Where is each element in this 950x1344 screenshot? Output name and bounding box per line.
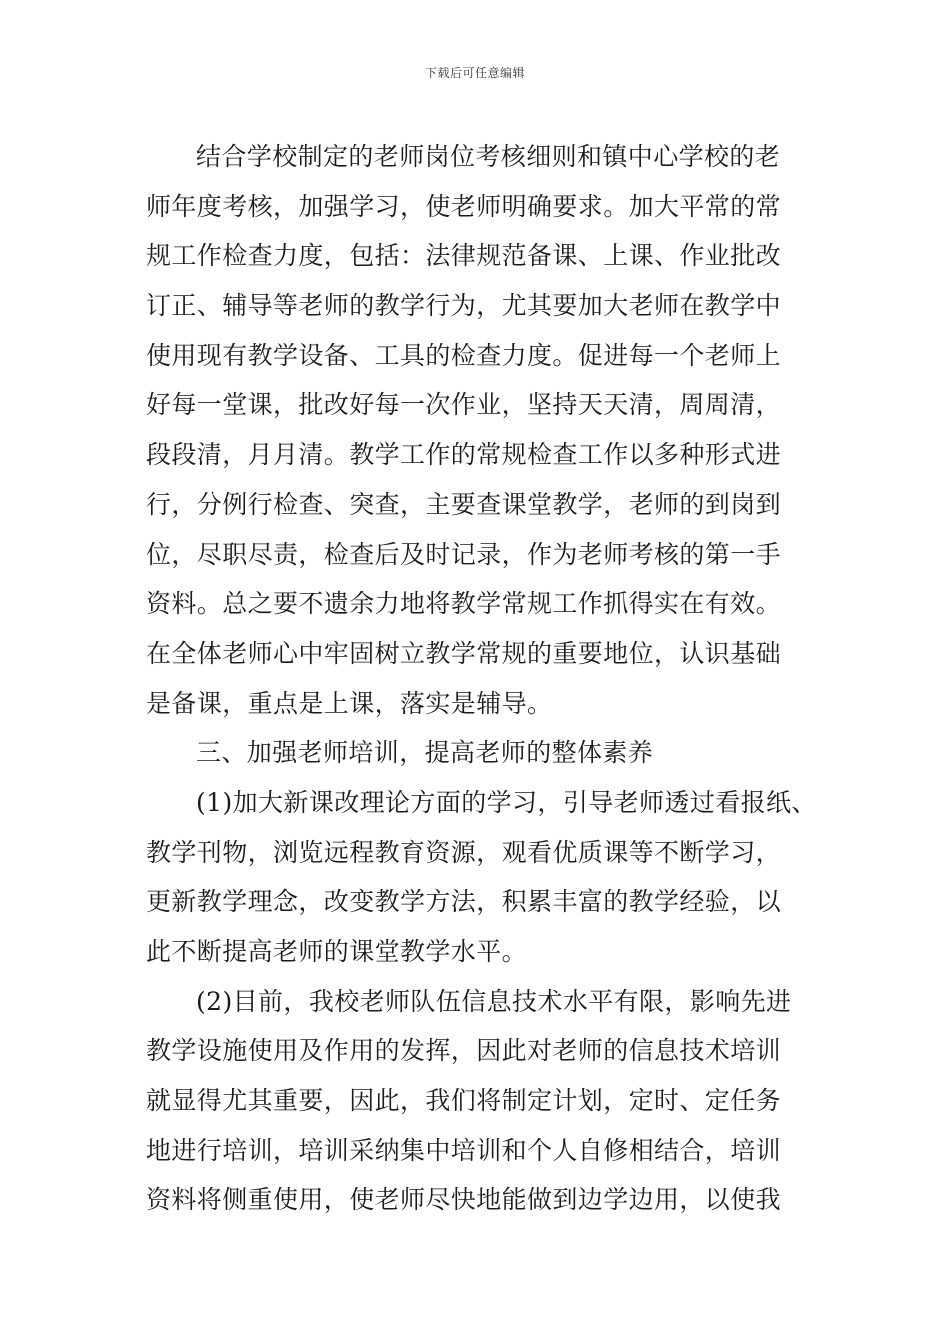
- paragraph-line: (2)目前，我校老师队伍信息技术水平有限，影响先进: [196, 986, 792, 1016]
- paragraph-line: 订正、辅导等老师的教学行为，尤其要加大老师在教学中: [146, 291, 782, 321]
- paragraph-line: 段段清，月月清。教学工作的常规检查工作以多种形式进: [146, 440, 782, 470]
- paragraph-line: 师年度考核，加强学习，使老师明确要求。加大平常的常: [146, 191, 782, 221]
- section-heading: 三、加强老师培训，提高老师的整体素养: [196, 738, 654, 768]
- paragraph-line: 规工作检查力度，包括：法律规范备课、上课、作业批改: [146, 241, 782, 271]
- paragraph-line: 资料。总之要不遗余力地将教学常规工作抓得实在有效。: [146, 589, 782, 619]
- paragraph-line: 行，分例行检查、突查，主要查课堂教学，老师的到岗到: [146, 489, 782, 519]
- paragraph-line: 地进行培训，培训采纳集中培训和个人自修相结合，培训: [146, 1135, 782, 1165]
- paragraph-line: (1)加大新课改理论方面的学习，引导老师透过看报纸、: [196, 787, 817, 817]
- paragraph-line: 是备课，重点是上课，落实是辅导。: [146, 688, 553, 718]
- page-header: 下载后可任意编辑: [424, 66, 525, 80]
- document-body: [146, 132, 817, 1225]
- paragraph-line: 使用现有教学设备、工具的检查力度。促进每一个老师上: [146, 340, 782, 370]
- paragraph-line: 教学设施使用及作用的发挥，因此对老师的信息技术培训: [146, 1036, 782, 1066]
- paragraph-line: 位，尽职尽责，检查后及时记录，作为老师考核的第一手: [146, 539, 782, 569]
- paragraph-line: 教学刊物，浏览远程教育资源，观看优质课等不断学习，: [146, 837, 782, 867]
- paragraph-line: 此不断提高老师的课堂教学水平。: [146, 937, 528, 966]
- paragraph-line: 在全体老师心中牢固树立教学常规的重要地位，认识基础: [146, 638, 782, 668]
- paragraph-line: 就显得尤其重要，因此，我们将制定计划，定时、定任务: [146, 1086, 782, 1116]
- paragraph-line: 结合学校制定的老师岗位考核细则和镇中心学校的老: [196, 142, 781, 171]
- paragraph-line: 资料将侧重使用，使老师尽快地能做到边学边用，以使我: [146, 1185, 782, 1215]
- paragraph-line: 更新教学理念，改变教学方法，积累丰富的教学经验，以: [146, 887, 782, 917]
- paragraph-line: 好每一堂课，批改好每一次作业，坚持天天清，周周清，: [146, 390, 782, 420]
